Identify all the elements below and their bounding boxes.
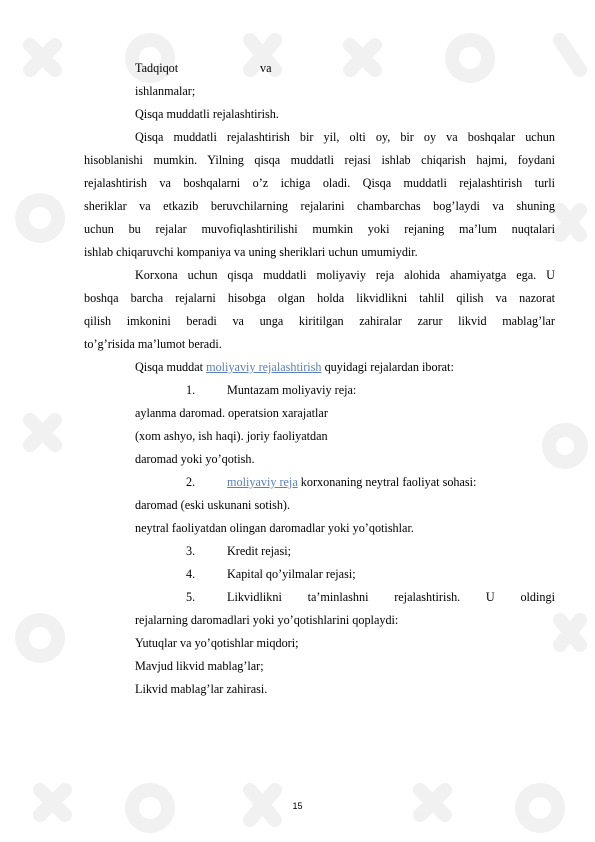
line-va: va (260, 61, 272, 75)
list-item-5-line: Mavjud likvid mablag’lar; (135, 659, 264, 673)
list-item-5-line: Yutuqlar va yo’qotishlar miqdori; (135, 636, 299, 650)
list-item-2-text: korxonaning neytral faoliyat sohasi: (297, 475, 477, 489)
list-item-5-line: Likvid mablag’lar zahirasi. (135, 682, 268, 696)
paragraph-2-line: boshqa barcha rejalarni hisobga olgan holda likvidlikni tahlil qilish va nazorat (84, 291, 555, 305)
paragraph-1-line: hisoblanishi mumkin. Yilning qisqa muddatli rejasi ishlab chiqarish hajmi, foydani (84, 153, 555, 167)
paragraph-1-line: uchun bu rejalar muvofiqlashtirilishi mumkin yoki rejaning ma’lum nuqtalari (84, 222, 555, 236)
heading-short-term-planning: Qisqa muddatli rejalashtirish. (135, 107, 279, 121)
list-intro (135, 359, 454, 375)
paragraph-2-line: to’g’risida ma’lumot beradi. (84, 337, 222, 351)
paragraph-1-line: sheriklar va etkazib beruvchilarning rejalarini chambarchas bog’laydi va shuning (84, 199, 555, 213)
list-item-1: Muntazam moliyaviy reja: (227, 383, 357, 397)
list-item-1-line: daromad yoki yo’qotish. (135, 452, 255, 466)
list-item-1-line: aylanma daromad. operatsion xarajatlar (135, 406, 328, 420)
financial-plan-link[interactable]: moliyaviy reja (227, 475, 298, 489)
list-item-5-line: rejalarning daromadlari yoki yo’qotishlarini qoplaydi: (135, 613, 399, 627)
list-number: 3. (186, 544, 196, 558)
list-number: 5. (186, 590, 196, 604)
list-item-2 (227, 474, 476, 490)
paragraph-2-line: qilish imkonini beradi va unga kiritilgan zahiralar zarur likvid mablag’lar (84, 314, 555, 328)
financial-planning-link[interactable]: moliyaviy rejalashtirish (206, 360, 322, 374)
line-tadqiqot: Tadqiqot (135, 61, 179, 75)
line-ishlanmalar: ishlanmalar; (135, 84, 196, 98)
page-number: 15 (292, 801, 303, 811)
list-intro-text: Qisqa muddat (135, 360, 207, 374)
list-number: 4. (186, 567, 196, 581)
list-item-1-line: (xom ashyo, ish haqi). joriy faoliyatdan (135, 429, 328, 443)
list-item-5: Likvidlikni ta’minlashni rejalashtirish. U oldingi (227, 590, 555, 604)
list-number: 1. (186, 383, 196, 397)
list-item-2-line: daromad (eski uskunani sotish). (135, 498, 291, 512)
paragraph-2-line: Korxona uchun qisqa muddatli moliyaviy reja alohida ahamiyatga ega. U (135, 268, 555, 282)
paragraph-1-line: Qisqa muddatli rejalashtirish bir yil, olti oy, bir oy va boshqalar uchun (135, 130, 555, 144)
list-number: 2. (186, 475, 196, 489)
list-intro-text: quyidagi rejalardan iborat: (321, 360, 454, 374)
paragraph-1-line: rejalashtirish va boshqalarni o’z ichiga oladi. Qisqa muddatli rejalashtirish turli (84, 176, 555, 190)
list-item-2-line: neytral faoliyatdan olingan daromadlar yoki yo’qotishlar. (135, 521, 414, 535)
list-item-3: Kredit rejasi; (227, 544, 291, 558)
list-item-4: Kapital qo’yilmalar rejasi; (227, 567, 356, 581)
paragraph-1-line: ishlab chiqaruvchi kompaniya va uning sheriklari uchun umumiydir. (84, 245, 418, 259)
